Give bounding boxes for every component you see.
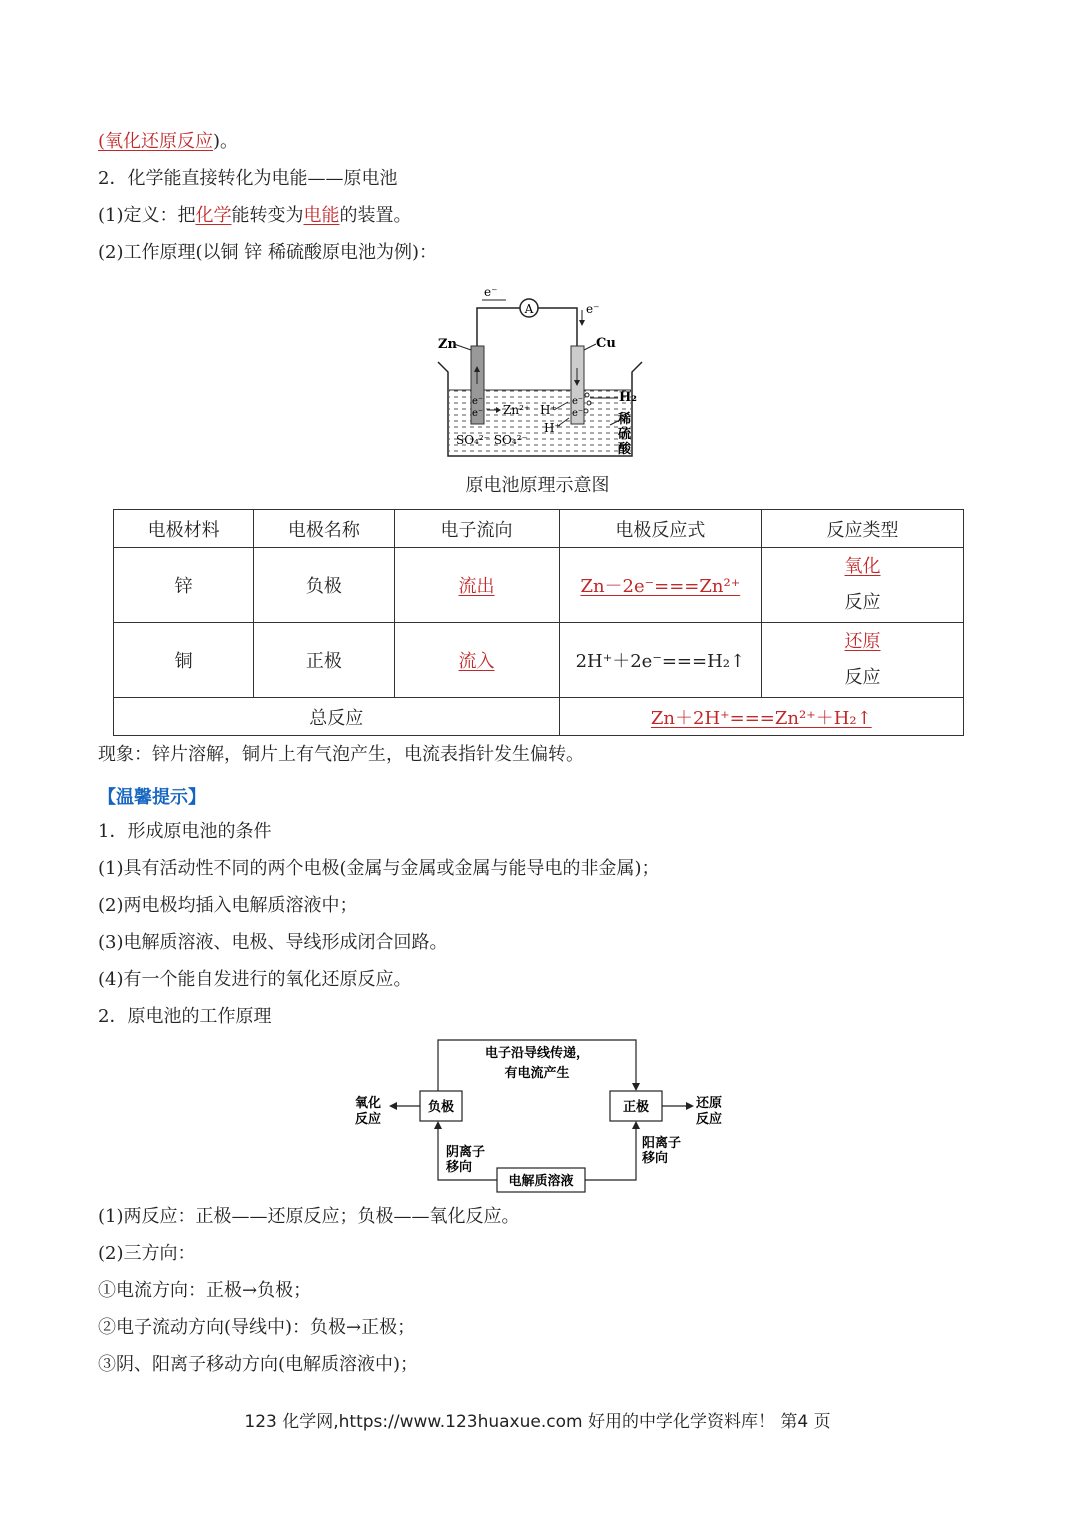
electrode-table bbox=[113, 509, 964, 736]
header-type: 反应类型 bbox=[762, 510, 964, 548]
table-header-row bbox=[114, 510, 964, 548]
cu-equation: 2H⁺＋2e⁻===H₂↑ bbox=[559, 623, 761, 698]
svg-text:阳离子: 阳离子 bbox=[642, 1136, 682, 1151]
section-heading-galvanic: 2．化学能直接转化为电能——原电池 bbox=[98, 168, 398, 189]
header-equation: 电极反应式 bbox=[559, 510, 761, 548]
svg-text:A: A bbox=[524, 302, 534, 316]
svg-text:H₂: H₂ bbox=[619, 390, 637, 405]
answer-flow-in: 流入 bbox=[458, 651, 495, 672]
svg-text:反应: 反应 bbox=[696, 1112, 723, 1127]
svg-text:e⁻: e⁻ bbox=[472, 396, 484, 407]
svg-text:移向: 移向 bbox=[642, 1151, 669, 1166]
svg-text:H⁺: H⁺ bbox=[540, 403, 557, 417]
line-definition: (1)定义：把化学能转变为电能的装置。 bbox=[98, 205, 412, 226]
svg-text:有电流产生: 有电流产生 bbox=[504, 1066, 570, 1081]
svg-text:e⁻: e⁻ bbox=[572, 396, 584, 407]
svg-text:电解质溶液: 电解质溶液 bbox=[508, 1174, 574, 1189]
svg-text:电子沿导线传递，: 电子沿导线传递， bbox=[484, 1046, 590, 1061]
answer-total-equation: Zn＋2H⁺===Zn²⁺＋H₂↑ bbox=[650, 707, 872, 729]
svg-text:e⁻: e⁻ bbox=[472, 408, 484, 419]
page-footer: 123 化学网,https://www.123huaxue.com 好用的中学化学资料库！ 第4 页 bbox=[244, 1412, 831, 1432]
svg-text:反应: 反应 bbox=[355, 1112, 382, 1127]
galvanic-cell-diagram bbox=[430, 280, 645, 460]
tip-title: 【温馨提示】 bbox=[98, 787, 206, 808]
phenomenon: 现象：锌片溶解，铜片上有气泡产生，电流表指针发生偏转。 bbox=[98, 744, 584, 765]
line-working-principle: (2)工作原理(以铜 锌 稀硫酸原电池为例)： bbox=[98, 242, 437, 263]
header-flow: 电子流向 bbox=[394, 510, 559, 548]
answer-chemical: 化学 bbox=[195, 205, 232, 226]
svg-text:e⁻: e⁻ bbox=[484, 285, 498, 299]
svg-text:Zn: Zn bbox=[438, 337, 457, 352]
table-row: 铜 正极 流入 2H⁺＋2e⁻===H₂↑ 还原 反应 bbox=[114, 623, 964, 698]
svg-text:e⁻: e⁻ bbox=[572, 408, 584, 419]
svg-text:e⁻: e⁻ bbox=[586, 302, 600, 316]
answer-flow-out: 流出 bbox=[458, 576, 495, 597]
svg-text:还原: 还原 bbox=[696, 1096, 723, 1111]
total-label: 总反应 bbox=[114, 698, 560, 736]
svg-text:SO₄²⁻ SO₄²⁻: SO₄²⁻ SO₄²⁻ bbox=[456, 433, 528, 447]
svg-text:氧化: 氧化 bbox=[355, 1096, 382, 1111]
working-principle-diagram bbox=[345, 1035, 735, 1195]
header-material: 电极材料 bbox=[114, 510, 254, 548]
answer-zn-equation: Zn－2e⁻===Zn²⁺ bbox=[580, 576, 741, 597]
svg-text:Zn²⁺: Zn²⁺ bbox=[503, 403, 531, 417]
svg-text:Cu: Cu bbox=[596, 336, 616, 351]
diagram-caption: 原电池原理示意图 bbox=[465, 475, 610, 496]
answer-reduction: 还原 bbox=[844, 631, 881, 652]
svg-text:负极: 负极 bbox=[427, 1100, 455, 1115]
answer-oxidation: 氧化 bbox=[844, 556, 881, 577]
header-name: 电极名称 bbox=[254, 510, 394, 548]
svg-text:稀: 稀 bbox=[618, 412, 632, 427]
svg-text:阴离子: 阴离子 bbox=[446, 1145, 486, 1160]
svg-text:酸: 酸 bbox=[618, 442, 632, 457]
line-redox: (氧化还原反应)。 bbox=[98, 131, 239, 152]
svg-text:移向: 移向 bbox=[446, 1160, 473, 1175]
svg-text:H⁺: H⁺ bbox=[544, 421, 561, 435]
answer-electric: 电能 bbox=[303, 205, 340, 226]
table-row: 锌 负极 流出 Zn－2e⁻===Zn²⁺ 氧化 反应 bbox=[114, 548, 964, 623]
svg-text:硫: 硫 bbox=[618, 427, 632, 442]
svg-text:正极: 正极 bbox=[622, 1100, 650, 1115]
document-page: (氧化还原反应)。 2．化学能直接转化为电能——原电池 (1)定义：把化学能转变为电能的装置。 (2)工作原理(以铜 锌 稀硫酸原电池为例)： A e⁻ e⁻ Zn Cu e⁻ e⁻ e⁻ e⁻ Zn²⁺ H⁺ H⁺ SO₄²⁻ SO₄²⁻ H₂ 稀 硫 酸 原电池原理示意图 电极材料 电极名称 电子流向 电极反应式 反应类型 锌 负极 流出 Zn－2e⁻===Zn²⁺ 氧化 反应 铜 正极 流入 2H⁺＋2e⁻===H₂↑ 还原 反应 总反应 Zn＋2H⁺===Zn²⁺＋H₂↑ 现象：锌片溶解，铜片上有气泡产生，电流表指针发生偏转。 【温馨提示】 1．形成原电池的条件 (1)具有活动性不同的两个电极(金属与金属或金属与能导电的非金属)； (2)两电极均插入电解质溶液中； (3)电解质溶液、电极、导线形成闭合回路。 (4)有一个能自发进行的氧化还原反应。 2．原电池的工作原理 电子沿导线传递， 有电流产生 负极 正极 氧化 反应 还原 反应 电解质溶液 阴离子 移向 阳离子 移向 (1)两反应：正极——还原反应；负极——氧化反应。 (2)三方向： ①电流方向：正极→负极； ②电子流动方向(导线中)：负极→正极； ③阴、阳离子移动方向(电解质溶液中)； 123 化学网,https://www.123huaxue.com 好用的中学化学资料库！ 第4 页 bbox=[0, 0, 1075, 1521]
table-total-row bbox=[114, 698, 964, 736]
answer-redox: (氧化还原反应 bbox=[98, 131, 214, 152]
